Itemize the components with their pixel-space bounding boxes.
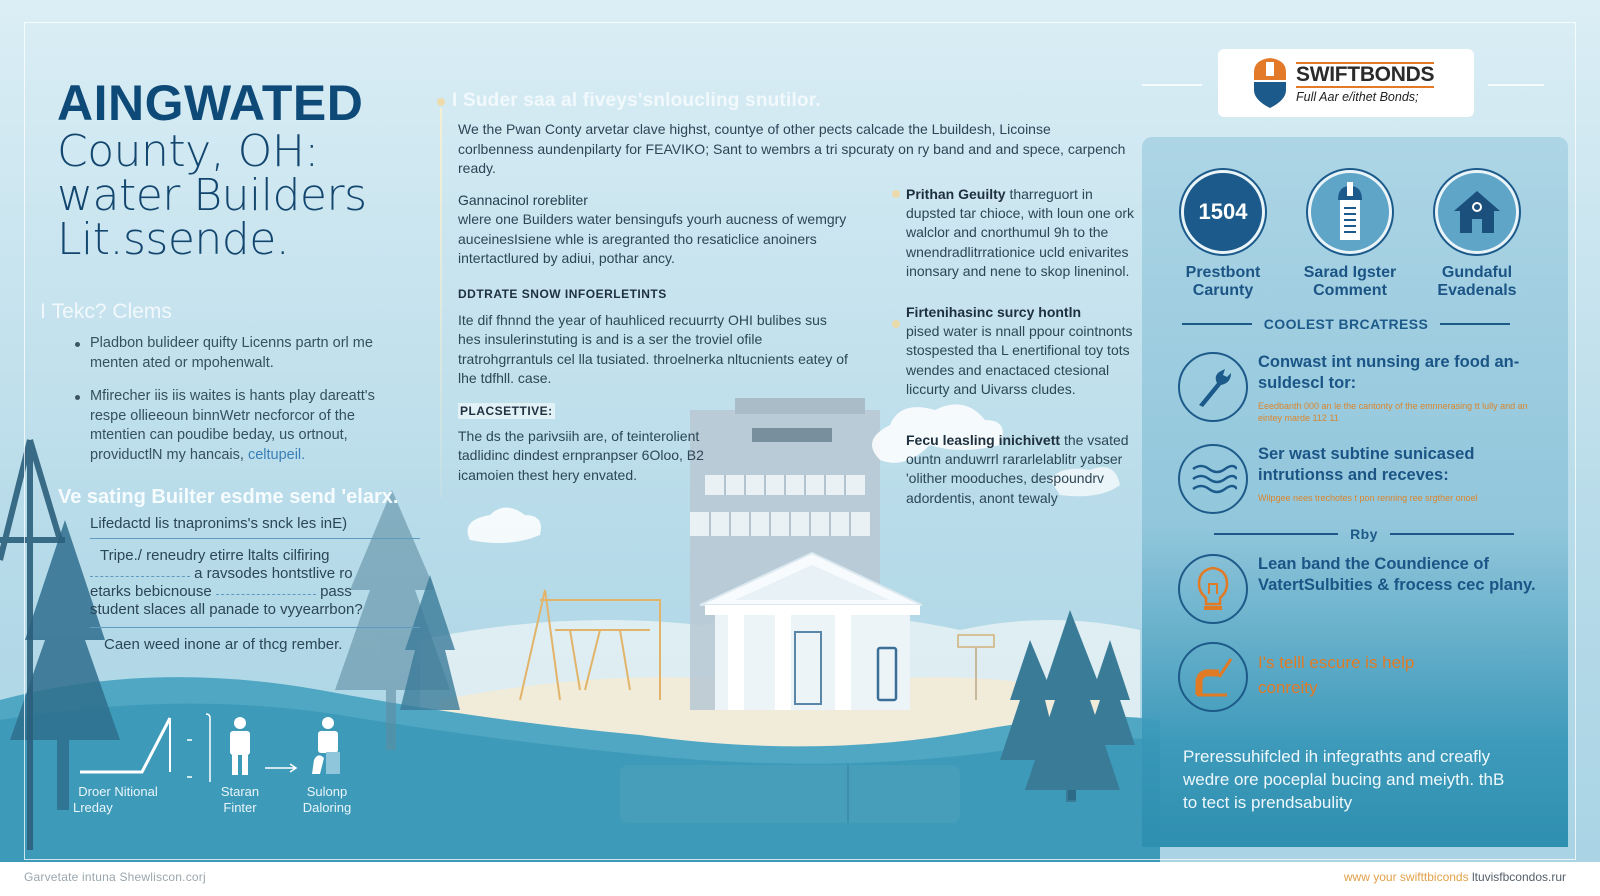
brand-text <box>1296 62 1434 104</box>
divider-rule <box>1182 323 1252 325</box>
bullet-dot <box>892 320 900 328</box>
panel-footer-text: Preressuhifcled ih infegrathts and creafly wedre ore poceplal bucing and meiyth. thB to tect is prendsabulity <box>1183 747 1505 812</box>
item-title: Prithan Geuilty <box>906 186 1006 202</box>
section-heading: I Tekc? Clems <box>40 300 172 323</box>
feature-title: Conwast int nunsing are food an-suldescl tor: <box>1258 353 1520 392</box>
feature-content <box>1258 444 1548 514</box>
paragraph: The ds the parivsiih are, of teinterolient tadlidinc dindest ernpranpser 6Oloo, B2 icamoien thest hery envated. <box>458 427 704 483</box>
process-step-label <box>210 784 270 816</box>
feature-title: Lean band the Coundience of VatertSulbities & frocess cec plany. <box>1258 555 1536 594</box>
website-link-rest: ltuvisfbcondos.rur <box>1468 870 1566 884</box>
stat-label-line: Sarad Igster <box>1303 264 1397 281</box>
stat-label <box>1414 264 1540 300</box>
title-line: Lit.ssende. <box>57 214 290 265</box>
stat-label-line: Prestbont <box>1185 264 1261 281</box>
shield-logo-icon <box>1250 56 1290 110</box>
bullet-item <box>74 387 414 465</box>
note-text: student slaces all panade to vyyearrbon? <box>90 601 363 618</box>
title-bold: AINGWATED <box>57 75 364 131</box>
stat-label-line: Comment <box>1313 282 1387 299</box>
house-glyph <box>1452 187 1502 237</box>
feature-caption: Eeedbanth 000 an le the cantonty of the emnnerasing tt lully and an eintey marde 112 11 <box>1258 401 1528 423</box>
middle-heading: I Suder saa al fiveys'snloucling snutilor. <box>452 90 821 111</box>
divider <box>1142 84 1202 86</box>
step-label-line: Droer Nitional <box>78 784 158 799</box>
title-line: water Builders <box>57 170 367 221</box>
paragraph: Ite dif fhnnd the year of hauhliced recuurrty OHI bulibes sus hes insulerinstuting is and is a ser the troviel ofile tratrohgrrantuls cel lla tusiated. throelnerka nltucnients eatey of lhe tdfhll. case. <box>458 311 848 386</box>
info-item <box>906 185 1136 281</box>
page-title <box>57 75 417 265</box>
tower-icon <box>1308 170 1392 254</box>
feature-content <box>1258 352 1548 424</box>
stat-item <box>1414 170 1540 300</box>
check-icon <box>1178 642 1248 712</box>
paragraph: wlere one Builders water bensingufs yourh aucness of wemgry auceinesIsiene whle is aregranted tho resaticlice anoiners intertactlured by adiui, pothar ancy. <box>458 211 847 266</box>
caps-heading: PLACSETTIVE: <box>460 403 553 418</box>
step-label-line: Daloring <box>302 800 352 815</box>
stat-item <box>1287 170 1413 300</box>
feature-caption: Wilpgee nees trechotes t pon renning ree srgther onoel <box>1258 493 1478 503</box>
wrench-glyph <box>1191 365 1235 409</box>
tower-glyph <box>1330 182 1370 242</box>
inline-link[interactable]: celtupeil. <box>247 446 306 463</box>
divider-label: Rby <box>1350 526 1378 542</box>
stat-item <box>1160 170 1286 300</box>
note-paragraph <box>90 547 420 628</box>
stat-label-line: Carunty <box>1192 282 1254 299</box>
feature-title: Ser wast subtine sunicased intrutionss and receves: <box>1258 445 1475 484</box>
stat-label <box>1160 264 1286 300</box>
stat-value: 1504 <box>1198 199 1248 224</box>
website-link[interactable]: www your swifttbiconds <box>1343 870 1469 884</box>
bullet-dot <box>437 98 445 106</box>
content-column-a <box>458 192 848 485</box>
divider-rule <box>1440 323 1510 325</box>
note-text: Tripe./ reneudry etirre ltalts cilfiring <box>100 547 330 564</box>
bullet-text: Mfirecher iis iis waites is hants play dareatt's respe ollieeoun binnWetr necforcor of the mtentien can poudibe beday, us ortnout, proviductlN my hancais, <box>90 388 375 463</box>
item-text: pised water is nnall ppour cointnonts stospested tha L enertifional toy tots wendes and enactaced ctesional liccurty and Uivarss cludes. <box>906 323 1133 397</box>
feature-item <box>1178 444 1548 514</box>
info-item <box>906 303 1136 399</box>
brand-tagline: Full Aar e/ithet Bonds; <box>1296 90 1419 104</box>
note-text-row <box>90 565 420 583</box>
check-glyph <box>1189 655 1237 699</box>
item-title: Fecu leasling inichivett <box>906 432 1061 449</box>
bullet-item <box>74 334 414 373</box>
section-divider <box>1182 316 1510 332</box>
content-column-b <box>906 185 1136 530</box>
divider-rule <box>1390 533 1514 535</box>
bullet-text: Pladbon bulideer quifty Licenns partn orl me menten ated or mpohenwalt. <box>90 335 373 371</box>
bulb-icon <box>1178 554 1248 624</box>
process-step-label <box>296 784 358 816</box>
section-heading: Ve sating Builter esdme send 'elarx. <box>58 486 399 508</box>
footer-credit: Garvetate intuna Shewliscon.corj <box>24 870 206 884</box>
caps-heading: DDTRATE SNOW INFOERLETINTS <box>458 286 667 301</box>
accent-line <box>440 108 442 498</box>
wavy-divider <box>216 589 316 595</box>
stats-row <box>1160 170 1540 300</box>
note-text-row <box>90 583 420 601</box>
waves-glyph <box>1189 459 1237 499</box>
divider <box>1488 84 1544 86</box>
bullet-dot <box>892 190 900 198</box>
feature-item <box>1178 554 1548 624</box>
stat-label <box>1287 264 1413 300</box>
sub-heading: Gannacinol rorebliter <box>458 192 588 208</box>
divider-rule <box>1214 533 1338 535</box>
wrench-icon <box>1178 352 1248 422</box>
footer-website[interactable] <box>1344 870 1566 884</box>
step-label-line: Sulonp <box>306 784 348 799</box>
bullet-list <box>74 334 414 479</box>
feature-item <box>1178 642 1548 712</box>
step-label-line: Finter <box>223 800 257 815</box>
brand-name: SWIFTBONDS <box>1296 63 1435 86</box>
feature-item <box>1178 352 1548 424</box>
house-icon <box>1435 170 1519 254</box>
person-bag-icon <box>308 716 348 776</box>
person-icon <box>222 716 262 776</box>
arrow-right-icon <box>265 758 305 778</box>
intro-paragraph: We the Pwan Conty arvetar clave highst, countye of other pects calcade the Lbuildesh, Licoinse corlbenness aundenpilarty for FEAVIKO; Sant to wembrs a tri spcuraty on ry band and and spece, carpench ready. <box>458 121 1126 176</box>
step-label-line: Staran <box>220 784 260 799</box>
section-divider <box>1214 526 1514 542</box>
wavy-divider <box>90 571 190 577</box>
note-text: etarks bebicnouse <box>90 583 212 600</box>
gauge-icon <box>1181 170 1265 254</box>
item-text: the vsated ountn anduwrrl rararlelablitr yabser 'olither mooduches, despoundrv adordentis, anont tewaly <box>906 432 1129 506</box>
title-line: County, OH: <box>57 126 319 177</box>
bulb-glyph <box>1193 564 1233 614</box>
info-item <box>906 431 1136 508</box>
waves-icon <box>1178 444 1248 514</box>
stat-label-line: Gundaful <box>1441 264 1513 281</box>
process-step-label <box>70 784 166 816</box>
feature-content <box>1258 554 1548 624</box>
note-text: pass <box>320 583 352 600</box>
process-steps <box>70 712 390 822</box>
note-line: Caen weed inone ar of thcg rember. <box>104 636 343 653</box>
feature-title: I's telll escure is help conreity <box>1258 653 1415 697</box>
feature-content <box>1258 642 1418 712</box>
stat-label-line: Evadenals <box>1437 282 1517 299</box>
note-line: Lifedactd lis tnapronims's snck les inE) <box>90 515 420 539</box>
step-label-line: Lreday <box>73 800 113 815</box>
brand-logo[interactable] <box>1218 49 1474 117</box>
item-text: tharreguort in dupsted tar chioce, with loun one ork walclor and cnorthumul 9h to the wnendradlitrrationice ucld enivarites inonsary and nene to skop lineninol. <box>906 186 1135 279</box>
note-text: a ravsodes hontstlive ro <box>194 565 353 582</box>
divider-label: COOLEST BRCATRESS <box>1263 316 1429 332</box>
note-block <box>90 515 420 653</box>
item-title: Firtenihasinc surcy hontln <box>906 304 1082 321</box>
